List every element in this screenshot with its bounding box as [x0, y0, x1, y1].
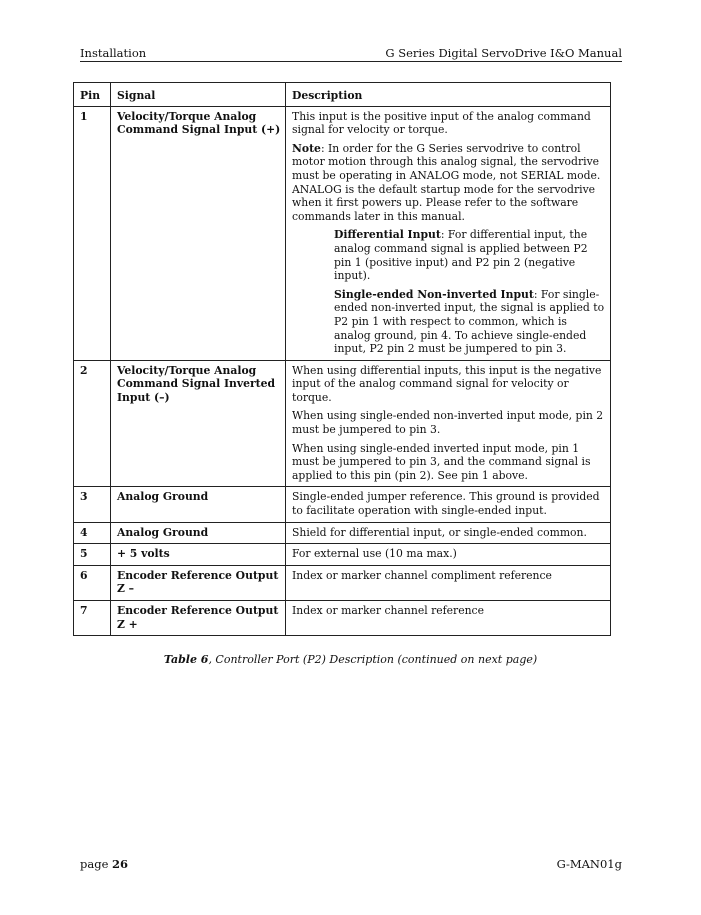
pin-number: 6 — [74, 565, 111, 600]
paragraph-text: This input is the positive input of the analog command signal for velocity or torque. — [292, 109, 591, 137]
table-row — [74, 544, 611, 566]
signal-description — [286, 522, 611, 544]
table-header-row — [74, 83, 611, 107]
description-paragraph — [292, 142, 606, 224]
footer-page-number: 26 — [112, 857, 129, 871]
signal-name: Encoder Reference Output Z – — [111, 565, 286, 600]
caption-label: Table 6 — [163, 653, 209, 666]
page-footer — [80, 857, 622, 871]
signal-description — [286, 487, 611, 522]
pin-number: 1 — [74, 106, 111, 360]
signal-name: Velocity/Torque Analog Command Signal Input (+) — [111, 106, 286, 360]
paragraph-text: : In order for the G Series servodrive to control motor motion through this analog signal, the servodrive must be operating in ANALOG mode, not SERIAL mode. ANALOG is the default startup mode for the servodrive when it first powers up. Please refer to the software commands later in this manual. — [292, 141, 601, 223]
signal-name: Velocity/Torque Analog Command Signal Inverted Input (–) — [111, 360, 286, 487]
paragraph-text: When using single-ended non-inverted input mode, pin 2 must be jumpered to pin 3. — [292, 409, 604, 437]
paragraph-text: When using differential inputs, this input is the negative input of the analog command signal for velocity or torque. — [292, 363, 602, 404]
signal-name: Encoder Reference Output Z + — [111, 601, 286, 636]
column-header-pin: Pin — [74, 83, 111, 107]
pin-number: 4 — [74, 522, 111, 544]
paragraph-label: Differential Input — [334, 228, 441, 242]
paragraph-text: Index or marker channel compliment reference — [292, 568, 552, 582]
signal-description — [286, 601, 611, 636]
page-header — [80, 45, 622, 62]
paragraph-text: Index or marker channel reference — [292, 604, 484, 617]
pin-number: 7 — [74, 601, 111, 636]
description-paragraph — [292, 526, 606, 540]
signal-name: Analog Ground — [111, 522, 286, 544]
table-row — [74, 360, 611, 487]
caption-text: , Controller Port (P2) Description (continued on next page) — [208, 653, 538, 666]
pin-number: 5 — [74, 544, 111, 566]
description-paragraph — [292, 364, 606, 405]
description-paragraph — [292, 569, 606, 583]
header-section-title: Installation — [80, 46, 147, 60]
column-header-description: Description — [286, 83, 611, 107]
paragraph-text: : For single-ended non-inverted input, the signal is applied to P2 pin 1 with respect to common, which is analog ground, pin 4. To achieve single-ended input, P2 pin 2 must be jumpered to pin 3. — [334, 287, 605, 356]
paragraph-label: Single-ended Non-inverted Input — [334, 287, 534, 301]
signal-description — [286, 565, 611, 600]
footer-page — [80, 857, 128, 871]
signal-description — [286, 106, 611, 360]
signal-description — [286, 360, 611, 487]
controller-port-table — [73, 82, 611, 636]
header-manual-title: G Series Digital ServoDrive I&O Manual — [385, 46, 622, 60]
paragraph-label: Note — [292, 141, 321, 155]
table-row — [74, 522, 611, 544]
pin-number: 3 — [74, 487, 111, 522]
description-paragraph — [334, 288, 606, 356]
description-paragraph — [334, 228, 606, 282]
signal-name: + 5 volts — [111, 544, 286, 566]
table-row — [74, 487, 611, 522]
table-row — [74, 565, 611, 600]
signal-description — [286, 544, 611, 566]
paragraph-text: When using single-ended inverted input mode, pin 1 must be jumpered to pin 3, and the command signal is applied to this pin (pin 2). See pin 1 above. — [292, 441, 591, 482]
description-paragraph — [292, 409, 606, 436]
description-paragraph — [292, 442, 606, 483]
paragraph-text: : For differential input, the analog command signal is applied between P2 pin 1 (positive input) and P2 pin 2 (negative input). — [334, 228, 588, 283]
description-paragraph — [292, 547, 606, 561]
description-paragraph — [292, 110, 606, 137]
table-row — [74, 106, 611, 360]
description-paragraph — [292, 604, 606, 618]
table-caption — [0, 653, 701, 666]
description-paragraph — [292, 490, 606, 517]
column-header-signal: Signal — [111, 83, 286, 107]
paragraph-text: Single-ended jumper reference. This ground is provided to facilitate operation with single-ended input. — [292, 490, 600, 518]
paragraph-text: For external use (10 ma max.) — [292, 547, 457, 561]
footer-doc-code: G-MAN01g — [556, 857, 622, 871]
pin-number: 2 — [74, 360, 111, 487]
signal-name: Analog Ground — [111, 487, 286, 522]
table-row — [74, 601, 611, 636]
footer-page-label: page — [80, 857, 113, 871]
paragraph-text: Shield for differential input, or single-ended common. — [292, 525, 587, 539]
